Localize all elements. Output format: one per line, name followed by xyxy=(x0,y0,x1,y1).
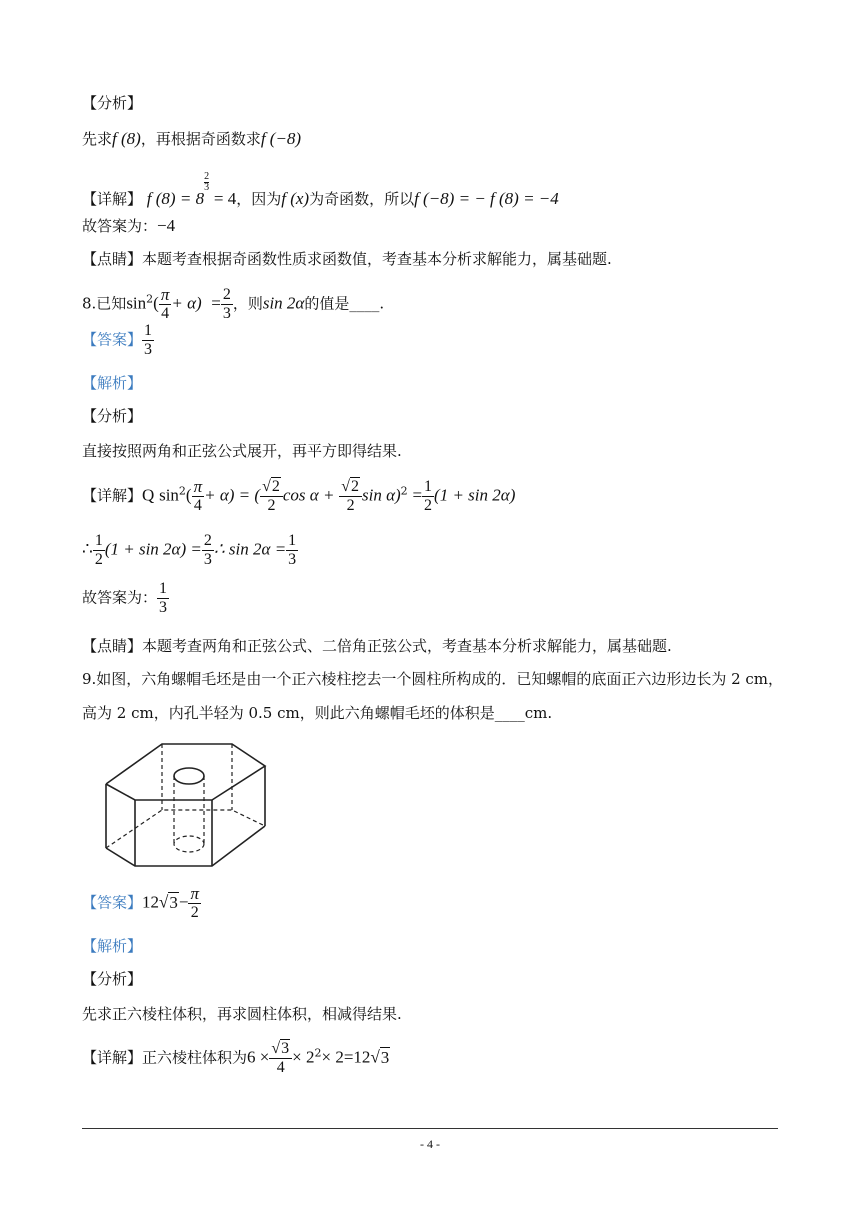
q9-explain-tag: 【解析】 xyxy=(82,937,143,955)
q8-analysis-tag: 【分析】 xyxy=(82,407,143,425)
q7-solution: 【详解】 f (8) = 8 $\frac{2}{3}$ = 4，因为f (x)为奇函数，所以f (−8) = − f (8) = −4 xyxy=(82,171,559,208)
q8-analysis-text: 直接按照两角和正弦公式展开，再平方即得结果. xyxy=(82,442,402,460)
q8-answer: 【答案】 $\frac{1}{3}$ xyxy=(82,322,153,358)
q9-answer: 【答案】12√3− $\frac{\pi}{2}$ xyxy=(82,884,199,921)
q9-solution: 【详解】正六棱柱体积为6 × $\frac{√3}{4}$ × $2^2\times 2=12√3$ xyxy=(82,1040,390,1076)
q8-explain-tag: 【解析】 xyxy=(82,374,143,392)
q9-analysis-tag: 【分析】 xyxy=(82,970,143,988)
q8-comment: 【点睛】本题考查两角和正弦公式、二倍角正弦公式，考查基本分析求解能力，属基础题. xyxy=(82,637,672,655)
q7-comment: 【点睛】本题考查根据奇函数性质求函数值，考查基本分析求解能力，属基础题. xyxy=(82,250,612,268)
q7-answer: 故答案为：−4 xyxy=(82,216,176,235)
q8-solution-line2: ∴ $\frac{1}{2}$ (1 + sin 2α) = $\frac{2}{3}$ ∴ sin 2α = $\frac{1}{3}$ xyxy=(82,532,297,568)
q7-analysis-text: 先求f (8)，再根据奇函数求f (−8) xyxy=(82,129,302,148)
page-number: - 4 - xyxy=(420,1137,440,1151)
q9-stem-line1: 9.如图，六角螺帽毛坯是由一个正六棱柱挖去一个圆柱所构成的．已知螺帽的底面正六边形边长为 2 cm， xyxy=(82,670,784,688)
q8-final-answer: 故答案为： $\frac{1}{3}$ xyxy=(82,580,168,616)
q7-analysis-tag: 【分析】 xyxy=(82,94,143,112)
footer-divider xyxy=(82,1128,778,1129)
q9-analysis-text: 先求正六棱柱体积，再求圆柱体积，相减得结果. xyxy=(82,1005,402,1023)
q8-stem: 8.已知$\sin^2$( $\frac{\pi}{4}$ + α) = $\frac{2}{3}$ ，则sin 2α的值是____. xyxy=(82,285,385,322)
hex-nut-figure xyxy=(104,738,274,870)
q9-stem-line2: 高为 2 cm，内孔半轻为 0.5 cm，则此六角螺帽毛坯的体积是____cm. xyxy=(82,704,553,722)
q8-solution-line1: 【详解】Q $\sin^2$( $\frac{\pi}{4}$ + α) = ( $\frac{√2}{2}$ cos α + $\frac{√2}{2}$ sin α)$^2$ = $\frac{1}{2}$ (1 + sin 2α) xyxy=(82,477,516,514)
